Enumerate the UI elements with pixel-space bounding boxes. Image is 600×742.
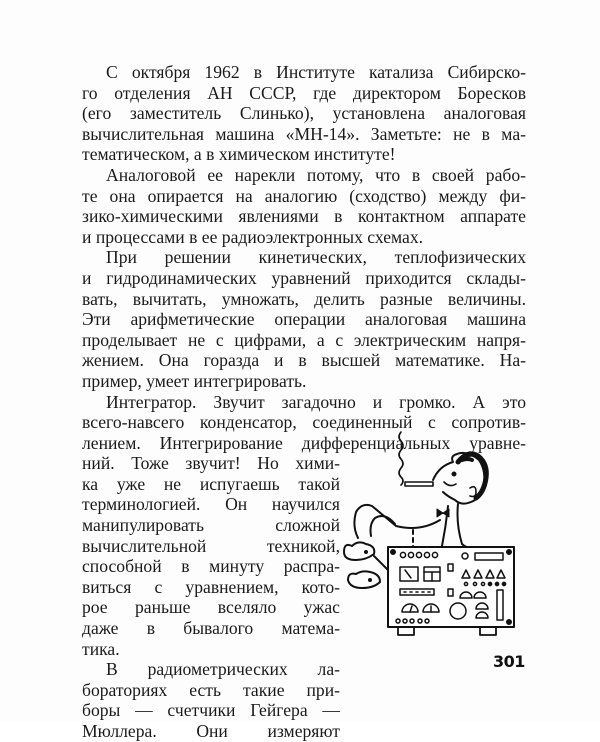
text-line: го отделения АН СССР, где директором Боресков — [82, 82, 526, 103]
text-line: вычислительная машина «МН-14». Заметьте: не в ма- — [82, 123, 526, 144]
text-line: бораториях есть такие при- — [82, 679, 340, 700]
text-line: зико-химическими явлениями в контактном аппарате — [82, 206, 526, 227]
text-line: даже в бывалого матема- — [82, 618, 340, 639]
text-line: вать, вычитать, умножать, делить разные величины. — [82, 288, 526, 309]
text-line: виться с уравнением, кото- — [82, 576, 340, 597]
page-number: 301 — [493, 652, 525, 671]
text-line: тика. — [82, 638, 120, 659]
text-line: Аналоговой ее нарекли потому, что в своей рабо- — [106, 164, 526, 185]
text-line: вычислительной техникой, — [82, 535, 340, 556]
text-line: тематическом, а в химическом институте! — [82, 144, 396, 165]
text-line: Эти арифметические операции аналоговая машина — [82, 309, 526, 330]
text-line: При решении кинетических, теплофизических — [106, 247, 526, 268]
text-line: терминологией. Он научился — [82, 494, 340, 515]
text-line: Мюллера. Они измеряют — [82, 721, 340, 741]
text-line: В радиометрических ла- — [106, 659, 340, 680]
text-line: боры — счетчики Гейгера — — [82, 700, 340, 721]
text-line: манипулировать сложной — [82, 515, 340, 536]
text-line: жением. Она горазда и в высшей математике. На- — [82, 350, 526, 371]
text-line: лением. Интегрирование дифференциальных уравне- — [82, 432, 526, 453]
text-line: Интегратор. Звучит загадочно и громко. А это — [106, 391, 526, 412]
text-line: пример, умеет интегрировать. — [82, 370, 307, 391]
text-line: и процессами в ее радиоэлектронных схемах. — [82, 226, 424, 247]
text-line: и гидродинамических уравнений приходится склады- — [82, 267, 526, 288]
text-line: способной в минуту распра- — [82, 556, 340, 577]
text-line: (его заместитель Слинько), установлена аналоговая — [82, 103, 526, 124]
text-line: те она опирается на аналогию (сходство) между фи- — [82, 185, 526, 206]
text-line: С октября 1962 в Институте катализа Сибирско- — [106, 62, 526, 82]
text-line: ний. Тоже звучит! Но хими- — [82, 453, 340, 474]
text-line: рое раньше вселяло ужас — [82, 597, 340, 618]
cartoon-chemist-on-computer-icon — [340, 420, 540, 650]
text-line: проделывает не с цифрами, а с электрическим напря- — [82, 329, 526, 350]
text-line: всего-навсего конденсатор, соединенный с сопротив- — [82, 412, 526, 433]
text-line: ка уже не испугаешь такой — [82, 473, 340, 494]
